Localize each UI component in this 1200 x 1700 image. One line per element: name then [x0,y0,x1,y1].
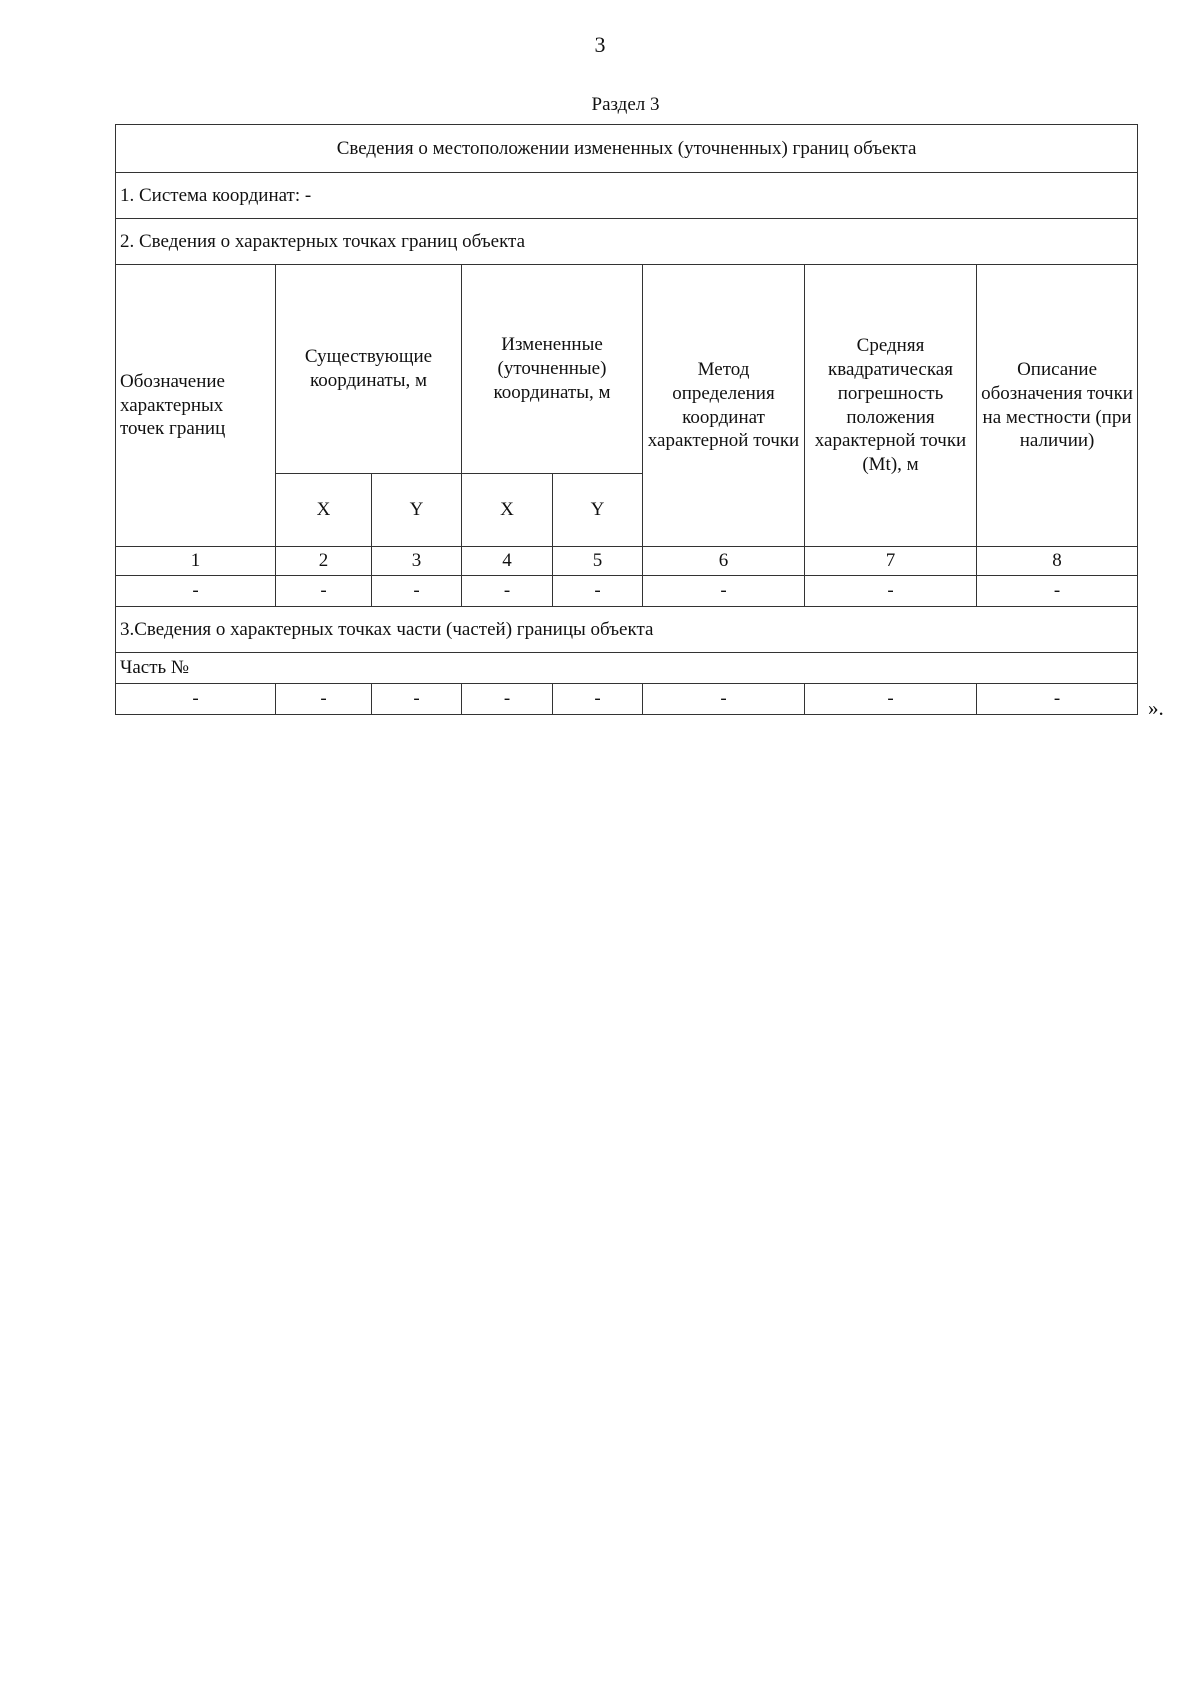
coordinate-system-row: 1. Система координат: - [116,173,1138,219]
column-number: 7 [805,547,977,576]
table-cell: - [553,576,643,607]
header-point-description: Описание обозначения точки на местности (при наличии) [977,265,1138,547]
column-number: 2 [276,547,372,576]
table-cell: - [977,576,1138,607]
boundary-points-table [115,124,1138,715]
column-number: 3 [372,547,462,576]
table-cell: - [116,576,276,607]
column-number-row [116,547,1138,576]
table-cell: - [462,576,553,607]
header-changed-x: X [462,474,553,547]
page-number: 3 [594,32,606,57]
table-row [116,684,1138,715]
header-existing-y: Y [372,474,462,547]
column-number: 6 [643,547,805,576]
header-mean-square-error: Средняя квадратическая погрешность положения характерной точки (Mt), м [805,265,977,547]
table-cell: - [276,684,372,715]
header-changed-y: Y [553,474,643,547]
header-designation: Обозначение характерных точек границ [116,265,276,547]
parts-heading-row: 3.Сведения о характерных точках части (частей) границы объекта [116,607,1138,653]
table-cell: - [977,684,1138,715]
header-changed-coordinates: Измененные (уточненные) координаты, м [462,265,643,474]
table-cell: - [643,576,805,607]
table-cell: - [553,684,643,715]
section-title: Раздел 3 [591,94,660,115]
table-row [116,576,1138,607]
points-heading-row: 2. Сведения о характерных точках границ объекта [116,219,1138,265]
table-cell: - [372,684,462,715]
table-cell: - [462,684,553,715]
closing-quote: ». [1148,696,1164,720]
table-cell: - [116,684,276,715]
table-cell: - [276,576,372,607]
part-number-row: Часть № [116,653,1138,684]
header-existing-coordinates: Существующие координаты, м [276,265,462,474]
table-cell: - [372,576,462,607]
column-number: 8 [977,547,1138,576]
header-existing-x: X [276,474,372,547]
column-number: 5 [553,547,643,576]
header-method: Метод определения координат характерной точки [643,265,805,547]
table-cell: - [805,576,977,607]
table-cell: - [805,684,977,715]
table-cell: - [643,684,805,715]
column-number: 4 [462,547,553,576]
column-number: 1 [116,547,276,576]
table-caption: Сведения о местоположении измененных (уточненных) границ объекта [116,125,1138,173]
